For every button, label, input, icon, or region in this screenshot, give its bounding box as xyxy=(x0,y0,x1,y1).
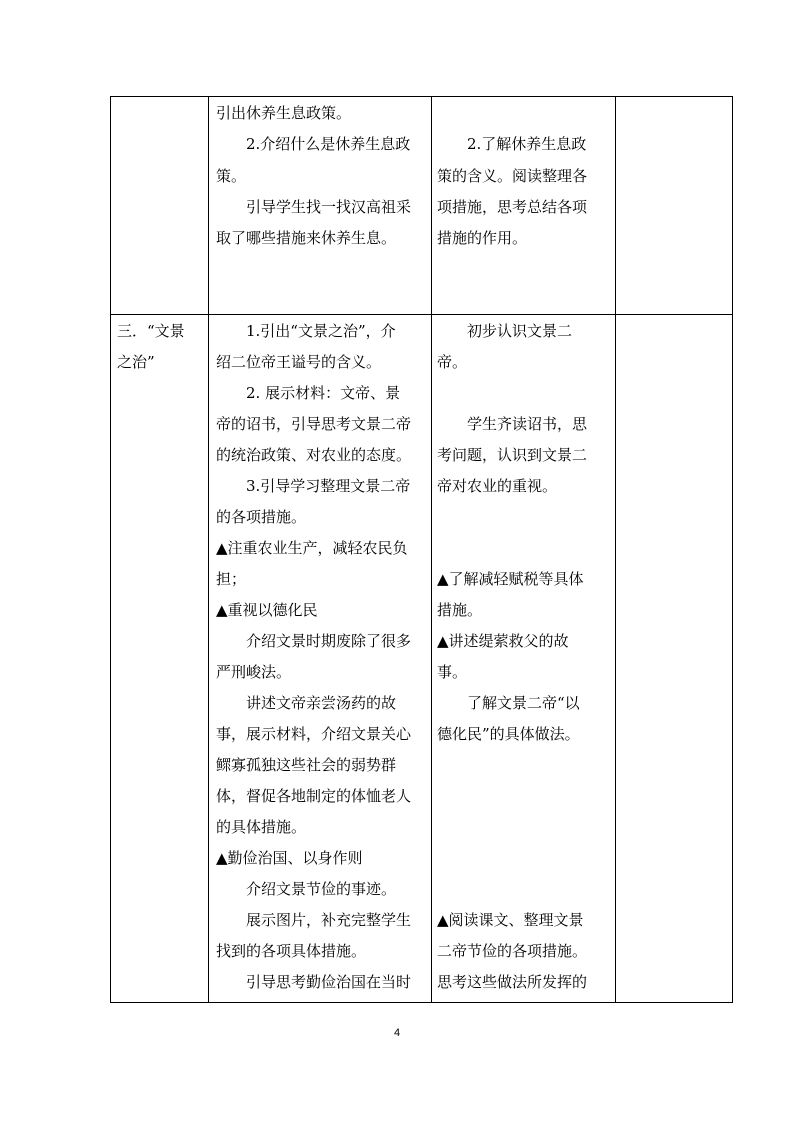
student-activity-cell xyxy=(431,315,615,1002)
teacher-activity-cell xyxy=(208,97,431,314)
text-line: 事。 xyxy=(437,663,468,681)
text-line: 帝的诏书，引导思考文景二帝 xyxy=(216,415,412,433)
text-line: ▲了解减轻赋税等具体 xyxy=(437,570,584,588)
notes-cell xyxy=(615,315,732,1002)
text-line: 担； xyxy=(216,570,247,588)
stage-cell xyxy=(111,97,208,314)
text-line: 帝。 xyxy=(437,353,468,371)
text-line: 找到的各项具体措施。 xyxy=(216,942,367,960)
stage-title-line: 三．“文景 xyxy=(117,322,185,340)
text-line: ▲注重农业生产，减轻农民负 xyxy=(216,539,408,557)
text-line: 介绍文景时期废除了很多 xyxy=(246,632,412,650)
text-line: ▲讲述缇萦救父的故 xyxy=(437,632,569,650)
text-line: 体，督促各地制定的体恤老人 xyxy=(216,787,412,805)
text-line: 思考这些做法所发挥的 xyxy=(437,973,588,991)
text-line: 鳏寡孤独这些社会的弱势群 xyxy=(216,756,397,774)
teacher-activity-cell xyxy=(208,315,431,1002)
text-line: 德化民”的具体做法。 xyxy=(437,725,580,743)
notes-cell xyxy=(615,97,732,314)
text-line: 介绍文景节俭的事迹。 xyxy=(246,880,397,898)
text-line: 帝对农业的重视。 xyxy=(437,477,558,495)
text-line: 3.引导学习整理文景二帝 xyxy=(246,477,411,495)
text-line: 取了哪些措施来休养生息。 xyxy=(216,229,397,247)
text-line: 考问题，认识到文景二 xyxy=(437,446,588,464)
text-line: 的各项措施。 xyxy=(216,508,307,526)
text-line: 严刑峻法。 xyxy=(216,663,292,681)
text-line: ▲勤俭治国、以身作则 xyxy=(216,849,363,867)
text-line: 的具体措施。 xyxy=(216,818,307,836)
stage-title-line: 之治” xyxy=(117,353,155,371)
text-line: 了解文景二帝“以 xyxy=(467,694,580,712)
text-line: 策。 xyxy=(216,167,247,185)
text-line: ▲阅读课文、整理文景 xyxy=(437,911,584,929)
text-line: 措施的作用。 xyxy=(437,229,528,247)
text-line: 2.了解休养生息政 xyxy=(467,135,587,153)
student-activity-cell xyxy=(431,97,615,314)
text-line: ▲重视以德化民 xyxy=(216,601,318,619)
text-line: 1.引出“文景之治”，介 xyxy=(246,322,396,340)
text-line: 事，展示材料，介绍文景关心 xyxy=(216,725,412,743)
lesson-plan-table xyxy=(110,96,733,1003)
text-line: 的统治政策、对农业的态度。 xyxy=(216,446,412,464)
text-line: 项措施，思考总结各项 xyxy=(437,198,588,216)
text-line: 学生齐读诏书，思 xyxy=(467,415,588,433)
page-number: 4 xyxy=(393,1027,401,1039)
text-line: 初步认识文景二 xyxy=(467,322,573,340)
text-line: 引导思考勤俭治国在当时 xyxy=(246,973,412,991)
text-line: 绍二位帝王谥号的含义。 xyxy=(216,353,382,371)
text-line: 展示图片，补充完整学生 xyxy=(246,911,412,929)
text-line: 措施。 xyxy=(437,601,483,619)
text-line: 讲述文帝亲尝汤药的故 xyxy=(246,694,397,712)
text-line: 2.介绍什么是休养生息政 xyxy=(246,135,411,153)
text-line: 引出休养生息政策。 xyxy=(216,104,352,122)
stage-cell xyxy=(111,315,208,1002)
text-line: 策的含义。阅读整理各 xyxy=(437,167,588,185)
text-line: 引导学生找一找汉高祖采 xyxy=(246,198,412,216)
text-line: 二帝节俭的各项措施。 xyxy=(437,942,588,960)
text-line: 2. 展示材料：文帝、景 xyxy=(246,384,401,402)
